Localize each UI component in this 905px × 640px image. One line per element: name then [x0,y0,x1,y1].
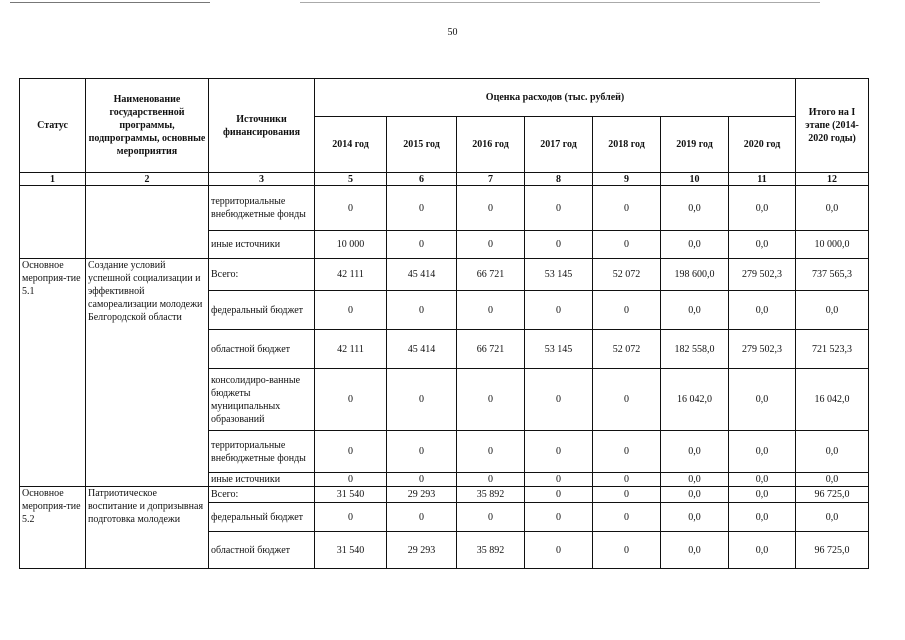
funding-source-cell: консолидиро-ванные бюджеты муниципальных образований [209,369,315,431]
funding-source-cell: областной бюджет [209,330,315,369]
header-year: 2016 год [457,117,525,173]
value-cell: 0 [593,291,661,330]
funding-source-cell: территориальные внебюджетные фонды [209,431,315,473]
value-cell: 0,0 [661,532,729,569]
header-sources: Источники финансирования [209,79,315,173]
value-cell: 0 [387,186,457,231]
header-year: 2020 год [729,117,796,173]
column-number: 7 [457,173,525,186]
value-cell: 0,0 [729,532,796,569]
scan-edge-line [300,2,820,3]
value-cell: 0 [457,186,525,231]
value-cell: 35 892 [457,487,525,503]
value-cell: 0 [387,431,457,473]
value-cell: 53 145 [525,330,593,369]
value-cell: 0 [525,503,593,532]
value-cell: 0 [457,473,525,487]
total-cell: 10 000,0 [796,231,869,259]
value-cell: 198 600,0 [661,259,729,291]
column-number: 8 [525,173,593,186]
value-cell: 0,0 [661,186,729,231]
page-number: 50 [447,27,458,38]
value-cell: 0,0 [661,291,729,330]
value-cell: 0 [457,231,525,259]
value-cell: 0 [315,503,387,532]
value-cell: 0 [525,473,593,487]
value-cell: 42 111 [315,330,387,369]
table-row [20,259,869,291]
value-cell: 0 [525,291,593,330]
value-cell: 0 [525,186,593,231]
value-cell: 0,0 [729,369,796,431]
value-cell: 0,0 [729,431,796,473]
column-number: 9 [593,173,661,186]
value-cell: 45 414 [387,330,457,369]
value-cell: 0,0 [661,473,729,487]
value-cell: 0 [315,291,387,330]
value-cell: 31 540 [315,532,387,569]
value-cell: 0 [387,503,457,532]
value-cell: 0 [315,186,387,231]
status-cell: Основное мероприя-тие 5.1 [20,259,86,487]
total-cell: 737 565,3 [796,259,869,291]
value-cell: 42 111 [315,259,387,291]
table-body [20,186,869,569]
value-cell: 0 [525,487,593,503]
value-cell: 0 [315,431,387,473]
header-year: 2018 год [593,117,661,173]
header-year: 2019 год [661,117,729,173]
value-cell: 0 [387,291,457,330]
value-cell: 31 540 [315,487,387,503]
funding-source-cell: областной бюджет [209,532,315,569]
scan-edge-line [10,2,210,3]
value-cell: 279 502,3 [729,259,796,291]
value-cell: 0 [525,369,593,431]
total-cell: 0,0 [796,291,869,330]
value-cell: 53 145 [525,259,593,291]
value-cell: 0 [593,487,661,503]
column-number: 12 [796,173,869,186]
value-cell: 16 042,0 [661,369,729,431]
funding-source-cell: Всего: [209,487,315,503]
funding-source-cell: территориальные внебюджетные фонды [209,186,315,231]
total-cell: 721 523,3 [796,330,869,369]
value-cell: 0 [457,291,525,330]
value-cell: 0,0 [661,231,729,259]
value-cell: 0 [593,532,661,569]
value-cell: 45 414 [387,259,457,291]
program-name-cell [86,186,209,259]
total-cell: 0,0 [796,431,869,473]
value-cell: 0 [457,503,525,532]
column-number: 3 [209,173,315,186]
value-cell: 0 [525,532,593,569]
program-name-cell: Патриотическое воспитание и допризывная подготовка молодежи [86,487,209,569]
value-cell: 0,0 [661,503,729,532]
total-cell: 0,0 [796,473,869,487]
column-number: 6 [387,173,457,186]
value-cell: 0 [525,431,593,473]
total-cell: 16 042,0 [796,369,869,431]
header-status: Статус [20,79,86,173]
column-number: 10 [661,173,729,186]
value-cell: 52 072 [593,330,661,369]
status-cell [20,186,86,259]
value-cell: 0 [457,369,525,431]
value-cell: 0 [457,431,525,473]
funding-source-cell: иные источники [209,473,315,487]
funding-source-cell: федеральный бюджет [209,291,315,330]
value-cell: 0 [593,186,661,231]
total-cell: 0,0 [796,503,869,532]
funding-source-cell: федеральный бюджет [209,503,315,532]
value-cell: 0 [387,369,457,431]
value-cell: 0,0 [729,291,796,330]
value-cell: 0 [593,503,661,532]
value-cell: 35 892 [457,532,525,569]
value-cell: 0 [315,473,387,487]
column-number: 1 [20,173,86,186]
total-cell: 0,0 [796,186,869,231]
header-name: Наименование государственной программы, подпрограммы, основные мероприятия [86,79,209,173]
value-cell: 66 721 [457,330,525,369]
header-year: 2015 год [387,117,457,173]
value-cell: 0 [593,231,661,259]
total-cell: 96 725,0 [796,532,869,569]
value-cell: 0 [387,473,457,487]
value-cell: 29 293 [387,487,457,503]
funding-source-cell: иные источники [209,231,315,259]
column-number: 2 [86,173,209,186]
value-cell: 0 [387,231,457,259]
header-year: 2017 год [525,117,593,173]
value-cell: 0,0 [729,231,796,259]
value-cell: 0,0 [729,503,796,532]
value-cell: 0,0 [729,186,796,231]
table-row [20,487,869,503]
value-cell: 0 [315,369,387,431]
value-cell: 0,0 [729,487,796,503]
value-cell: 0,0 [729,473,796,487]
value-cell: 29 293 [387,532,457,569]
program-name-cell: Создание условий успешной социализации и эффективной самореализации молодежи Белгородской области [86,259,209,487]
value-cell: 0 [593,369,661,431]
value-cell: 66 721 [457,259,525,291]
funding-source-cell: Всего: [209,259,315,291]
value-cell: 0,0 [661,431,729,473]
table-row [20,186,869,231]
total-cell: 96 725,0 [796,487,869,503]
status-cell: Основное мероприя-тие 5.2 [20,487,86,569]
value-cell: 0 [593,473,661,487]
value-cell: 0 [593,431,661,473]
column-number: 11 [729,173,796,186]
value-cell: 52 072 [593,259,661,291]
header-estimate: Оценка расходов (тыс. рублей) [315,79,796,117]
column-number-row [20,173,869,186]
expense-table [19,78,869,569]
value-cell: 10 000 [315,231,387,259]
value-cell: 182 558,0 [661,330,729,369]
value-cell: 0,0 [661,487,729,503]
value-cell: 0 [525,231,593,259]
column-number: 5 [315,173,387,186]
header-year: 2014 год [315,117,387,173]
value-cell: 279 502,3 [729,330,796,369]
header-total: Итого на I этапе (2014-2020 годы) [796,79,869,173]
header-row [20,79,869,117]
